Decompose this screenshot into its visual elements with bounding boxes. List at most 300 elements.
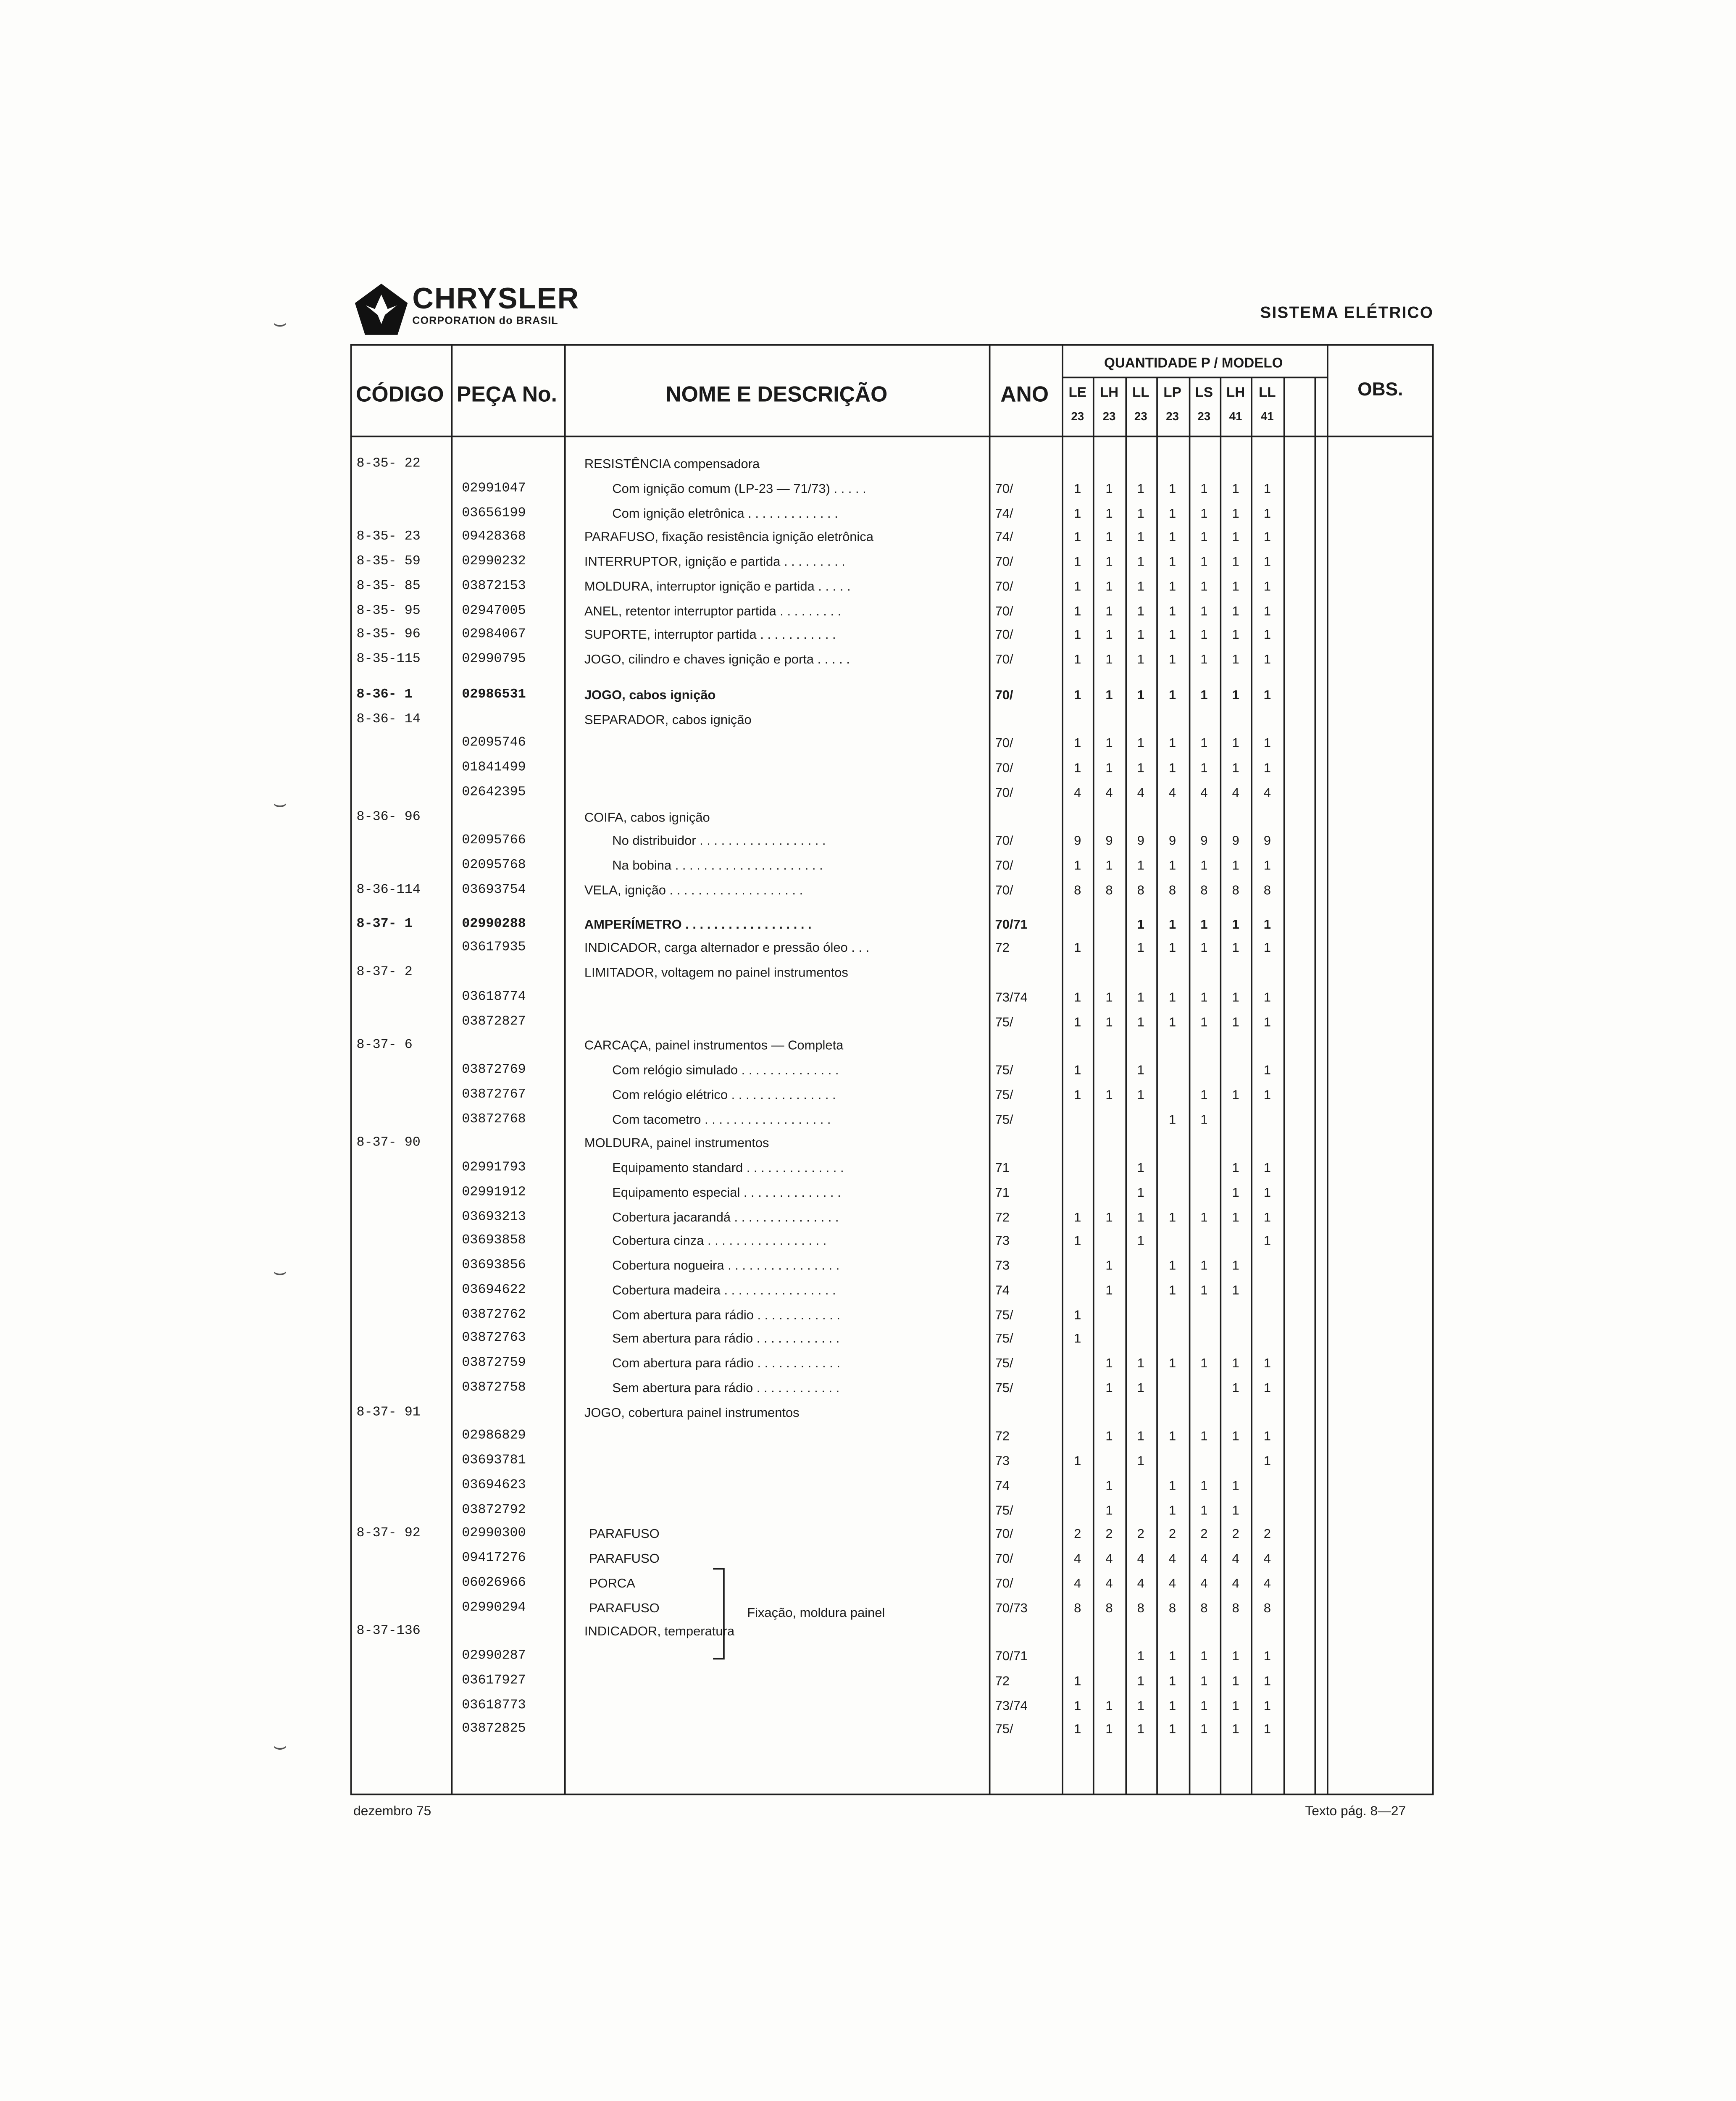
ano-cell: 70/ <box>995 553 1013 569</box>
ano-cell: 70/ <box>995 1574 1013 1590</box>
ano-cell: 70/71 <box>995 915 1028 931</box>
nome-cell: Sem abertura para rádio . . . . . . . . . . . . <box>612 1379 840 1395</box>
binder-mark: ⌣ <box>273 310 287 335</box>
quantity-cell: 9 <box>1232 833 1239 848</box>
quantity-cell: 1 <box>1074 627 1081 642</box>
model-header-top: LH <box>1099 384 1119 400</box>
quantity-cell: 4 <box>1232 784 1239 800</box>
nome-cell: Cobertura nogueira . . . . . . . . . . . . . . . . <box>612 1257 840 1273</box>
quantity-cell: 4 <box>1232 1550 1239 1566</box>
ano-cell: 70/ <box>995 1550 1013 1566</box>
quantity-cell: 1 <box>1105 988 1113 1004</box>
quantity-cell: 9 <box>1200 833 1208 848</box>
column-divider <box>564 344 566 1793</box>
peca-cell: 03693856 <box>462 1257 526 1273</box>
quantity-cell: 4 <box>1074 784 1081 800</box>
nome-cell: Equipamento especial . . . . . . . . . . . . . . <box>612 1184 841 1200</box>
peca-cell: 02984067 <box>462 627 526 642</box>
header-codigo: CÓDIGO <box>356 381 444 406</box>
quantity-cell: 1 <box>1074 735 1081 751</box>
peca-cell: 03693213 <box>462 1208 526 1224</box>
quantity-cell: 1 <box>1232 759 1239 775</box>
quantity-cell: 1 <box>1263 1159 1271 1175</box>
model-header-top: LS <box>1195 384 1213 400</box>
peca-cell: 02990287 <box>462 1648 526 1664</box>
quantity-cell: 1 <box>1263 857 1271 873</box>
nome-cell: Cobertura cinza . . . . . . . . . . . . . . . . . <box>612 1232 827 1248</box>
quantity-cell: 1 <box>1200 686 1208 702</box>
quantity-cell: 1 <box>1232 1428 1239 1444</box>
nome-cell: PARAFUSO <box>589 1526 660 1542</box>
column-divider <box>1062 344 1063 1793</box>
quantity-cell: 1 <box>1263 627 1271 642</box>
nome-cell: MOLDURA, painel instrumentos <box>584 1135 769 1151</box>
peca-cell: 03694622 <box>462 1282 526 1298</box>
quantity-cell: 1 <box>1074 1232 1081 1248</box>
ano-cell: 70/ <box>995 1526 1013 1542</box>
quantity-cell: 2 <box>1168 1526 1176 1542</box>
quantity-cell: 1 <box>1200 915 1208 931</box>
quantity-cell: 1 <box>1105 578 1113 594</box>
quantity-cell: 1 <box>1074 529 1081 545</box>
peca-cell: 02986829 <box>462 1428 526 1444</box>
quantity-cell: 1 <box>1074 857 1081 873</box>
quantity-cell: 1 <box>1263 651 1271 667</box>
quantity-cell: 1 <box>1137 1428 1144 1444</box>
nome-cell: LIMITADOR, voltagem no painel instrumentos <box>584 964 848 980</box>
quantity-cell: 1 <box>1137 602 1144 618</box>
quantity-cell: 1 <box>1232 915 1239 931</box>
codigo-cell: 8-37- 1 <box>356 915 413 931</box>
quantity-cell: 1 <box>1232 1086 1239 1102</box>
chrysler-logo <box>353 279 580 341</box>
peca-cell: 03872153 <box>462 578 526 594</box>
codigo-cell: 8-37-136 <box>356 1623 421 1639</box>
quantity-cell: 1 <box>1232 1648 1239 1664</box>
model-header-bottom: 23 <box>1166 409 1179 424</box>
quantity-cell: 1 <box>1200 578 1208 594</box>
quantity-cell: 1 <box>1137 627 1144 642</box>
quantity-cell: 1 <box>1137 857 1144 873</box>
quantity-cell: 1 <box>1232 578 1239 594</box>
peca-cell: 09417276 <box>462 1550 526 1566</box>
quantity-cell: 1 <box>1105 759 1113 775</box>
ano-cell: 75/ <box>995 1355 1013 1371</box>
quantity-cell: 1 <box>1105 602 1113 618</box>
quantity-cell: 1 <box>1200 940 1208 956</box>
quantity-cell: 8 <box>1168 882 1176 898</box>
quantity-cell: 4 <box>1105 1574 1113 1590</box>
quantity-cell: 4 <box>1200 1574 1208 1590</box>
codigo-cell: 8-35- 59 <box>356 553 421 569</box>
quantity-cell: 1 <box>1105 627 1113 642</box>
quantity-cell: 1 <box>1200 735 1208 751</box>
quantity-cell: 4 <box>1168 1574 1176 1590</box>
quantity-cell: 1 <box>1232 529 1239 545</box>
quantity-cell: 1 <box>1168 651 1176 667</box>
quantity-cell: 1 <box>1232 1184 1239 1200</box>
codigo-cell: 8-37- 90 <box>356 1135 421 1151</box>
quantity-cell: 1 <box>1200 651 1208 667</box>
quantity-cell: 1 <box>1137 553 1144 569</box>
ano-cell: 75/ <box>995 1501 1013 1517</box>
quantidade-divider <box>1062 376 1327 378</box>
ano-cell: 70/ <box>995 627 1013 642</box>
model-column-divider <box>1188 376 1189 1793</box>
quantity-cell: 1 <box>1137 504 1144 520</box>
model-header-bottom: 23 <box>1071 409 1084 424</box>
binder-mark: ⌣ <box>273 1258 287 1284</box>
nome-cell: SUPORTE, interruptor partida . . . . . . . . . . . <box>584 627 836 642</box>
nome-cell: PARAFUSO <box>589 1550 660 1566</box>
peca-cell: 03693781 <box>462 1452 526 1468</box>
quantity-cell: 4 <box>1074 1550 1081 1566</box>
quantity-cell: 1 <box>1168 1111 1176 1127</box>
quantity-cell: 1 <box>1232 553 1239 569</box>
nome-cell: Cobertura jacarandá . . . . . . . . . . . . . . . <box>612 1208 839 1224</box>
quantity-cell: 1 <box>1074 1672 1081 1688</box>
quantity-cell: 1 <box>1168 686 1176 702</box>
quantity-cell: 1 <box>1137 1184 1144 1200</box>
peca-cell: 03872768 <box>462 1111 526 1127</box>
quantity-cell: 4 <box>1105 1550 1113 1566</box>
header-obs: OBS. <box>1357 378 1403 400</box>
quantity-cell: 1 <box>1200 1648 1208 1664</box>
table-left-border <box>350 344 352 1793</box>
nome-cell: PARAFUSO <box>589 1599 660 1615</box>
quantity-cell: 1 <box>1074 686 1081 702</box>
peca-cell: 03693754 <box>462 882 526 898</box>
quantity-cell: 1 <box>1263 504 1271 520</box>
ano-cell: 72 <box>995 1208 1010 1224</box>
peca-cell: 02947005 <box>462 602 526 618</box>
peca-cell: 03693858 <box>462 1232 526 1248</box>
quantity-cell: 1 <box>1200 1013 1208 1029</box>
peca-cell: 03872827 <box>462 1013 526 1029</box>
group-bracket <box>710 1566 735 1662</box>
codigo-cell: 8-35- 23 <box>356 529 421 545</box>
model-header-bottom: 23 <box>1102 409 1116 424</box>
quantity-cell: 9 <box>1074 833 1081 848</box>
quantity-cell: 1 <box>1263 1013 1271 1029</box>
quantity-cell: 1 <box>1137 1086 1144 1102</box>
ano-cell: 73 <box>995 1232 1010 1248</box>
ano-cell: 70/ <box>995 686 1013 702</box>
ano-cell: 71 <box>995 1184 1010 1200</box>
quantity-cell: 1 <box>1232 480 1239 496</box>
ano-cell: 75/ <box>995 1111 1013 1127</box>
quantity-cell: 1 <box>1105 480 1113 496</box>
quantity-cell: 1 <box>1232 1379 1239 1395</box>
ano-cell: 75/ <box>995 1306 1013 1322</box>
quantity-cell: 1 <box>1263 915 1271 931</box>
quantity-cell: 1 <box>1232 1013 1239 1029</box>
pentastar-icon <box>353 282 409 338</box>
quantity-cell: 1 <box>1263 1428 1271 1444</box>
quantity-cell: 1 <box>1263 1086 1271 1102</box>
nome-cell: INDICADOR, carga alternador e pressão óleo . . . <box>584 940 870 956</box>
model-header-top: LE <box>1068 384 1087 400</box>
nome-cell: Com relógio simulado . . . . . . . . . . . . . . <box>612 1062 839 1078</box>
section-title: SISTEMA ELÉTRICO <box>1260 304 1434 323</box>
quantity-cell: 1 <box>1074 1013 1081 1029</box>
quantity-cell: 1 <box>1263 940 1271 956</box>
quantity-cell: 1 <box>1074 504 1081 520</box>
quantity-cell: 4 <box>1137 784 1144 800</box>
quantity-cell: 4 <box>1137 1574 1144 1590</box>
quantity-cell: 1 <box>1074 1696 1081 1712</box>
table-top-border <box>350 344 1432 346</box>
quantity-cell: 1 <box>1263 686 1271 702</box>
ano-cell: 70/73 <box>995 1599 1028 1615</box>
model-column-divider <box>1315 376 1316 1793</box>
peca-cell: 02990300 <box>462 1526 526 1542</box>
quantity-cell: 1 <box>1232 651 1239 667</box>
model-header-bottom: 41 <box>1229 409 1242 424</box>
peca-cell: 02990795 <box>462 651 526 667</box>
quantity-cell: 1 <box>1263 1355 1271 1371</box>
quantity-cell: 1 <box>1137 1355 1144 1371</box>
codigo-cell: 8-35- 85 <box>356 578 421 594</box>
quantity-cell: 1 <box>1074 1721 1081 1737</box>
ano-cell: 72 <box>995 1428 1010 1444</box>
quantity-cell: 1 <box>1232 857 1239 873</box>
header-bottom-border <box>350 436 1432 437</box>
quantity-cell: 1 <box>1137 1648 1144 1664</box>
quantity-cell: 1 <box>1137 915 1144 931</box>
quantity-cell: 9 <box>1168 833 1176 848</box>
quantity-cell: 1 <box>1200 1477 1208 1493</box>
quantity-cell: 1 <box>1105 1086 1113 1102</box>
nome-cell: INTERRUPTOR, ignição e partida . . . . . . . . . <box>584 553 845 569</box>
ano-cell: 70/ <box>995 651 1013 667</box>
peca-cell: 03872792 <box>462 1501 526 1517</box>
quantity-cell: 8 <box>1074 882 1081 898</box>
quantity-cell: 1 <box>1137 759 1144 775</box>
quantity-cell: 1 <box>1200 529 1208 545</box>
nome-cell: COIFA, cabos ignição <box>584 808 710 824</box>
peca-cell: 01841499 <box>462 759 526 775</box>
codigo-cell: 8-35- 96 <box>356 627 421 642</box>
nome-cell: AMPERÍMETRO . . . . . . . . . . . . . . . . . . <box>584 915 812 931</box>
ano-cell: 75/ <box>995 1379 1013 1395</box>
ano-cell: 70/ <box>995 578 1013 594</box>
quantity-cell: 1 <box>1168 759 1176 775</box>
quantity-cell: 8 <box>1105 1599 1113 1615</box>
quantity-cell: 1 <box>1263 602 1271 618</box>
quantity-cell: 1 <box>1263 1721 1271 1737</box>
quantity-cell: 1 <box>1200 1208 1208 1224</box>
peca-cell: 03872767 <box>462 1086 526 1102</box>
quantity-cell: 1 <box>1168 1477 1176 1493</box>
quantity-cell: 1 <box>1105 651 1113 667</box>
quantity-cell: 1 <box>1168 1282 1176 1298</box>
quantity-cell: 1 <box>1263 1672 1271 1688</box>
ano-cell: 75/ <box>995 1721 1013 1737</box>
quantity-cell: 1 <box>1105 504 1113 520</box>
quantity-cell: 1 <box>1263 759 1271 775</box>
quantity-cell: 8 <box>1232 1599 1239 1615</box>
quantity-cell: 1 <box>1137 1013 1144 1029</box>
quantity-cell: 1 <box>1263 553 1271 569</box>
ano-cell: 70/71 <box>995 1648 1028 1664</box>
peca-cell: 03617927 <box>462 1672 526 1688</box>
quantity-cell: 1 <box>1074 1208 1081 1224</box>
model-column-divider <box>1093 376 1094 1793</box>
model-header-top: LH <box>1226 384 1245 400</box>
quantity-cell: 1 <box>1263 1062 1271 1078</box>
quantity-cell: 1 <box>1074 602 1081 618</box>
ano-cell: 70/ <box>995 480 1013 496</box>
codigo-cell: 8-36- 1 <box>356 686 413 702</box>
ano-cell: 72 <box>995 940 1010 956</box>
model-column-divider <box>1125 376 1126 1793</box>
model-header-bottom: 23 <box>1134 409 1147 424</box>
quantity-cell: 1 <box>1200 1111 1208 1127</box>
binder-mark: ⌣ <box>273 790 287 816</box>
quantity-cell: 4 <box>1074 1574 1081 1590</box>
quantity-cell: 1 <box>1168 529 1176 545</box>
nome-cell: JOGO, cilindro e chaves ignição e porta . . . . . <box>584 651 850 667</box>
peca-cell: 03872825 <box>462 1721 526 1737</box>
nome-cell: Cobertura madeira . . . . . . . . . . . . . . . . <box>612 1282 836 1298</box>
quantity-cell: 1 <box>1137 1452 1144 1468</box>
quantity-cell: 1 <box>1200 1355 1208 1371</box>
peca-cell: 06026966 <box>462 1574 526 1590</box>
nome-cell: Sem abertura para rádio . . . . . . . . . . . . <box>612 1330 840 1346</box>
quantity-cell: 1 <box>1074 1306 1081 1322</box>
codigo-cell: 8-35- 22 <box>356 455 421 471</box>
codigo-cell: 8-36- 96 <box>356 808 421 824</box>
quantity-cell: 1 <box>1200 627 1208 642</box>
nome-cell: Na bobina . . . . . . . . . . . . . . . . . . . . . <box>612 857 823 873</box>
quantity-cell: 1 <box>1168 578 1176 594</box>
peca-cell: 02095768 <box>462 857 526 873</box>
quantity-cell: 1 <box>1105 1282 1113 1298</box>
quantity-cell: 1 <box>1168 940 1176 956</box>
quantity-cell: 2 <box>1137 1526 1144 1542</box>
brand-subtitle: CORPORATION do BRASIL <box>412 316 558 327</box>
quantity-cell: 1 <box>1168 1696 1176 1712</box>
quantity-cell: 1 <box>1232 988 1239 1004</box>
nome-cell: PORCA <box>589 1574 635 1590</box>
peca-cell: 02991912 <box>462 1184 526 1200</box>
quantity-cell: 1 <box>1074 553 1081 569</box>
ano-cell: 70/ <box>995 735 1013 751</box>
quantity-cell: 8 <box>1263 1599 1271 1615</box>
quantity-cell: 4 <box>1137 1550 1144 1566</box>
quantity-cell: 1 <box>1168 553 1176 569</box>
ano-cell: 70/ <box>995 882 1013 898</box>
quantity-cell: 9 <box>1137 833 1144 848</box>
ano-cell: 74/ <box>995 529 1013 545</box>
ano-cell: 72 <box>995 1672 1010 1688</box>
quantity-cell: 1 <box>1137 1208 1144 1224</box>
quantity-cell: 1 <box>1232 627 1239 642</box>
quantity-cell: 1 <box>1168 1355 1176 1371</box>
quantity-cell: 1 <box>1168 602 1176 618</box>
quantity-cell: 1 <box>1105 1696 1113 1712</box>
peca-cell: 03872769 <box>462 1062 526 1078</box>
quantity-cell: 1 <box>1105 553 1113 569</box>
quantity-cell: 1 <box>1137 1672 1144 1688</box>
quantity-cell: 1 <box>1263 1648 1271 1664</box>
quantity-cell: 1 <box>1263 1696 1271 1712</box>
quantity-cell: 1 <box>1232 940 1239 956</box>
quantity-cell: 1 <box>1232 1672 1239 1688</box>
quantity-cell: 1 <box>1168 988 1176 1004</box>
nome-cell: Com tacometro . . . . . . . . . . . . . . . . . . <box>612 1111 831 1127</box>
quantity-cell: 8 <box>1168 1599 1176 1615</box>
quantity-cell: 1 <box>1137 1159 1144 1175</box>
peca-cell: 03872758 <box>462 1379 526 1395</box>
codigo-cell: 8-35-115 <box>356 651 421 667</box>
quantity-cell: 8 <box>1137 1599 1144 1615</box>
quantity-cell: 4 <box>1200 784 1208 800</box>
nome-cell: Com abertura para rádio . . . . . . . . . . . . <box>612 1306 840 1322</box>
quantity-cell: 1 <box>1105 857 1113 873</box>
quantity-cell: 8 <box>1137 882 1144 898</box>
quantity-cell: 1 <box>1074 988 1081 1004</box>
quantity-cell: 1 <box>1137 578 1144 594</box>
ano-cell: 75/ <box>995 1330 1013 1346</box>
ano-cell: 70/ <box>995 857 1013 873</box>
peca-cell: 09428368 <box>462 529 526 545</box>
quantity-cell: 1 <box>1168 504 1176 520</box>
quantity-cell: 8 <box>1074 1599 1081 1615</box>
quantity-cell: 2 <box>1232 1526 1239 1542</box>
nome-cell: JOGO, cobertura painel instrumentos <box>584 1403 800 1419</box>
quantity-cell: 1 <box>1105 735 1113 751</box>
footer-date: dezembro 75 <box>353 1803 431 1819</box>
quantity-cell: 1 <box>1074 940 1081 956</box>
quantity-cell: 1 <box>1200 504 1208 520</box>
binder-mark: ⌣ <box>273 1733 287 1758</box>
quantity-cell: 1 <box>1105 1208 1113 1224</box>
codigo-cell: 8-36-114 <box>356 882 421 898</box>
quantity-cell: 1 <box>1137 735 1144 751</box>
quantity-cell: 1 <box>1074 1330 1081 1346</box>
model-header-bottom: 23 <box>1197 409 1211 424</box>
quantity-cell: 4 <box>1105 784 1113 800</box>
quantity-cell: 2 <box>1105 1526 1113 1542</box>
quantity-cell: 1 <box>1232 504 1239 520</box>
quantity-cell: 1 <box>1200 480 1208 496</box>
quantity-cell: 1 <box>1168 480 1176 496</box>
codigo-cell: 8-36- 14 <box>356 711 421 727</box>
quantity-cell: 2 <box>1200 1526 1208 1542</box>
nome-cell: CARCAÇA, painel instrumentos — Completa <box>584 1037 844 1053</box>
quantity-cell: 1 <box>1168 857 1176 873</box>
ano-cell: 75/ <box>995 1086 1013 1102</box>
quantity-cell: 1 <box>1200 1428 1208 1444</box>
model-column-divider <box>1220 376 1221 1793</box>
quantity-cell: 1 <box>1168 1208 1176 1224</box>
peca-cell: 03617935 <box>462 940 526 956</box>
nome-cell: PARAFUSO, fixação resistência ignição eletrônica <box>584 529 873 545</box>
header-nome: NOME E DESCRIÇÃO <box>665 381 888 406</box>
quantity-cell: 1 <box>1168 627 1176 642</box>
quantity-cell: 1 <box>1263 1184 1271 1200</box>
quantity-cell: 4 <box>1168 784 1176 800</box>
quantity-cell: 1 <box>1105 1257 1113 1273</box>
table-bottom-border <box>350 1794 1432 1796</box>
codigo-cell: 8-37- 2 <box>356 964 413 980</box>
quantity-cell: 1 <box>1232 735 1239 751</box>
quantity-cell: 9 <box>1105 833 1113 848</box>
ano-cell: 73/74 <box>995 988 1028 1004</box>
quantity-cell: 2 <box>1263 1526 1271 1542</box>
